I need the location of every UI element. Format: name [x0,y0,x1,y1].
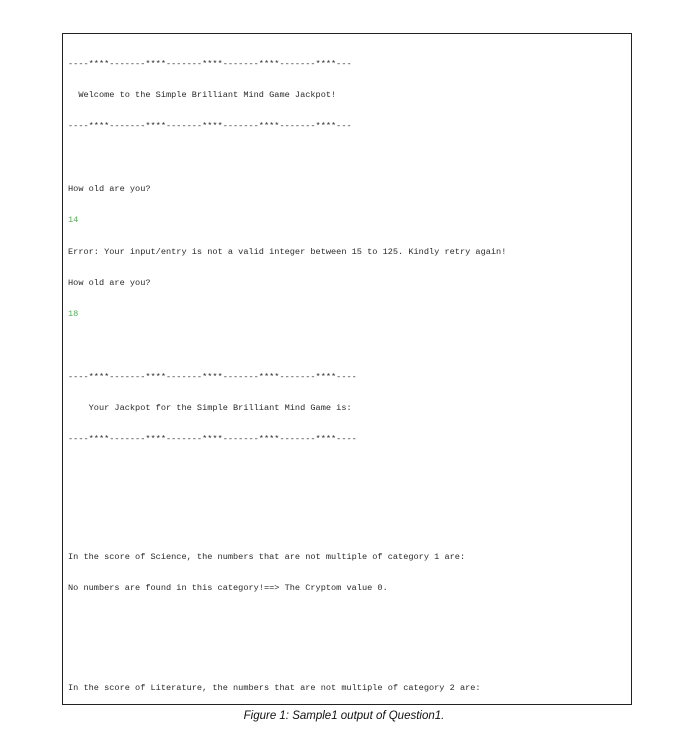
category-heading: In the score of Literature, the numbers that are not multiple of category 2 are: [68,682,481,693]
banner-jackpot-border: ----****-------****-------****-------****-------****---- [68,372,357,383]
category-block [68,662,627,705]
welcome-text: Welcome to the Simple Brilliant Mind Game Jackpot! [68,90,337,101]
age-prompt: How old are you? [68,184,151,195]
figure-caption: Figure 1: Sample1 output of Question1. [243,710,445,722]
age-input-echo: 14 [68,215,79,226]
age-input-echo: 18 [68,309,79,320]
console-output-frame [62,33,632,705]
banner-jackpot-border: ----****-------****-------****-------****-------****---- [68,434,357,445]
console-output [68,38,627,705]
banner-top-border: ----****-------****-------****-------****-------****--- [68,58,352,69]
jackpot-title: Your Jackpot for the Simple Brilliant Mind Game is: [68,403,352,414]
age-prompt: How old are you? [68,277,151,288]
category-result: No numbers are found in this category!==> The Cryptom value 0. [68,582,388,593]
banner-top-border: ----****-------****-------****-------****-------****--- [68,121,352,132]
category-heading: In the score of Science, the numbers that are not multiple of category 1 are: [68,551,466,562]
category-block [68,531,627,614]
error-message: Error: Your input/entry is not a valid integer between 15 to 125. Kindly retry again! [68,246,507,257]
